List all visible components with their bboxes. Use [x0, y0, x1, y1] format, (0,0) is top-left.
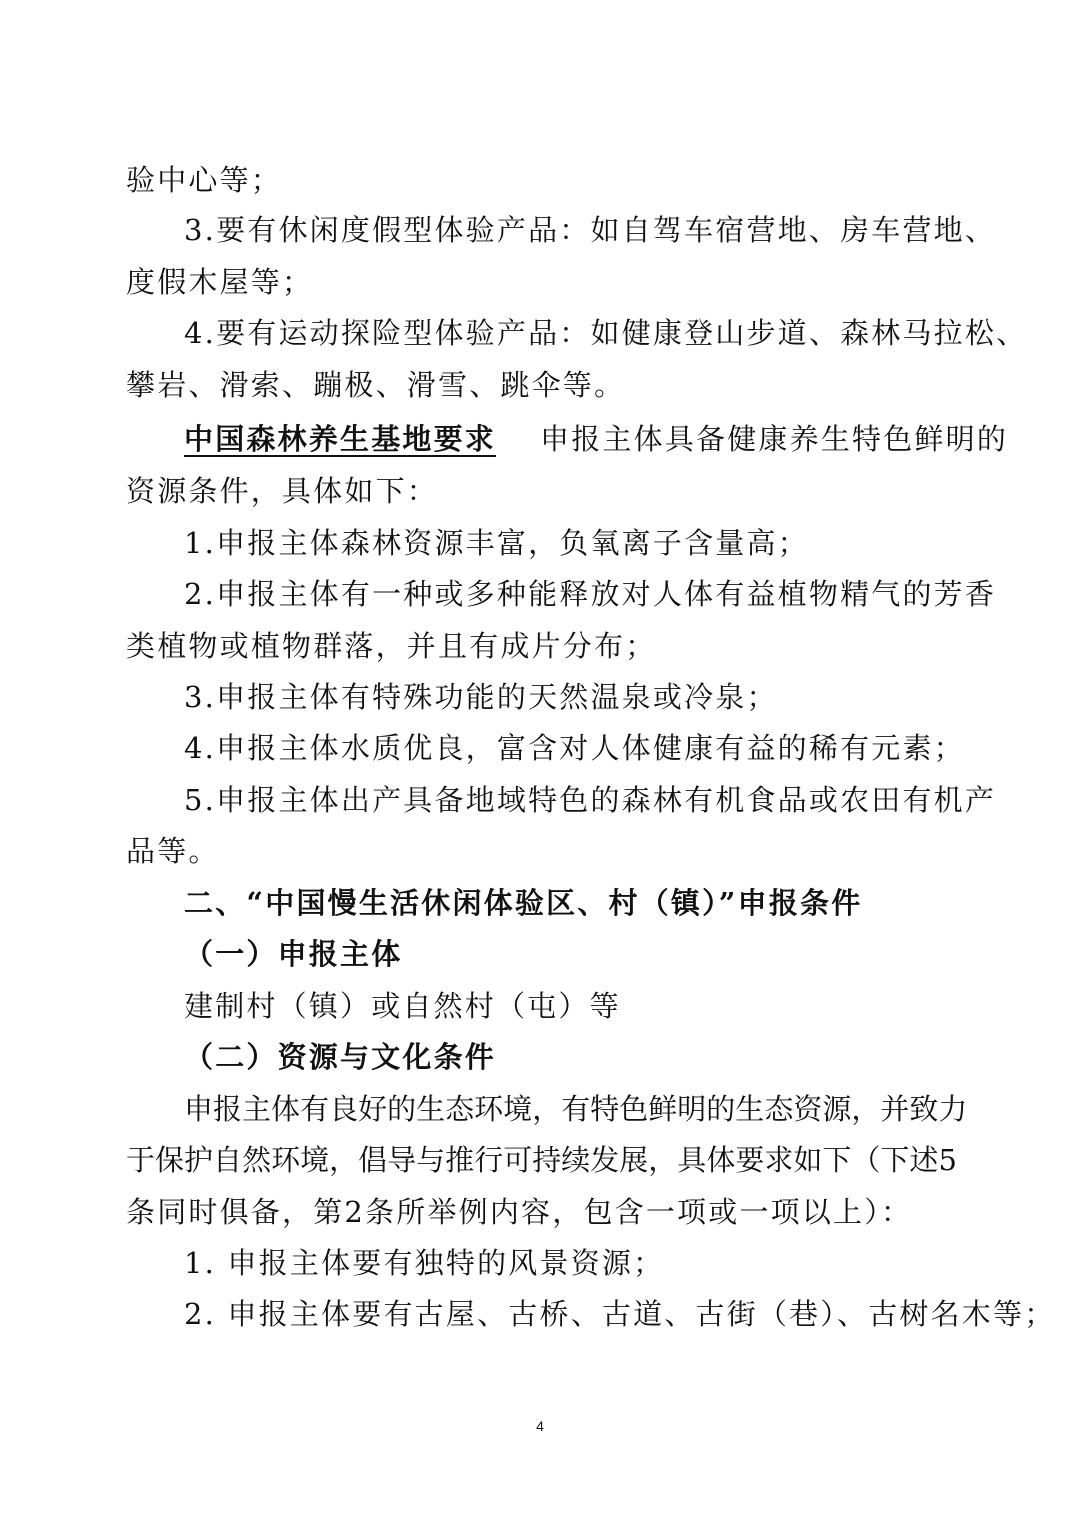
- forest-intro-text: 申报主体具备健康养生特色鲜明的: [540, 422, 1009, 456]
- resource-item-2: 2. 申报主体要有古屋、古桥、古道、古街（巷）、古树名木等；: [184, 1297, 1056, 1331]
- list-item-3-line-1: 3.要有休闲度假型体验产品：如自驾车宿营地、房车营地、: [184, 213, 997, 247]
- subsection-heading-1: （一）申报主体: [184, 937, 403, 971]
- list-item-4-line-1: 4.要有运动探险型体验产品：如健康登山步道、森林马拉松、: [184, 316, 1028, 350]
- body-text-line: 申 报 主 体 有 良 好 的 生 态 环 境 ， 有 特 色 鲜 明 的 生 态 资 源 ， 并 致 力: [184, 1092, 968, 1126]
- body-text-line: 建制村（镇）或自然村（屯）等: [184, 989, 621, 1023]
- body-text-line: 验中心等；: [126, 163, 283, 197]
- page-number: 4: [536, 1418, 544, 1434]
- forest-item-5-line-2: 品等。: [126, 834, 220, 868]
- forest-requirements-intro: [184, 420, 1008, 458]
- forest-item-2-line-2: 类植物或植物群落，并且有成片分布；: [126, 629, 657, 663]
- forest-item-1: 1.申报主体森林资源丰富，负氧离子含量高；: [184, 526, 809, 560]
- forest-item-3: 3.申报主体有特殊功能的天然温泉或冷泉；: [184, 680, 778, 714]
- forest-item-2-line-1: 2.申报主体有一种或多种能释放对人体有益植物精气的芳香: [184, 577, 997, 611]
- subsection-heading-2: （二）资源与文化条件: [184, 1040, 497, 1074]
- body-text-line: 条同时俱备，第2条所举例内容，包含一项或一项以上）：: [126, 1195, 913, 1229]
- body-text-line: 于 保 护 自 然 环 境 ， 倡 导 与 推 行 可 持 续 发 展 ， 具 体 要 求 如 下 （ 下 述 5: [126, 1143, 957, 1177]
- forest-health-base-heading: 中国森林养生基地要求: [184, 422, 497, 456]
- forest-item-5-line-1: 5.申报主体出产具备地域特色的森林有机食品或农田有机产: [184, 783, 997, 817]
- list-item-4-line-2: 攀岩、滑索、蹦极、滑雪、跳伞等。: [126, 368, 626, 402]
- resource-item-1: 1. 申报主体要有独特的风景资源；: [184, 1246, 665, 1280]
- list-item-3-line-2: 度假木屋等；: [126, 265, 314, 299]
- section-heading-2: 二、“中国慢生活休闲体验区、村（镇）”申报条件: [184, 886, 863, 920]
- forest-item-4: 4.申报主体水质优良，富含对人体健康有益的稀有元素；: [184, 731, 965, 765]
- body-text-line: 资源条件，具体如下：: [126, 474, 439, 508]
